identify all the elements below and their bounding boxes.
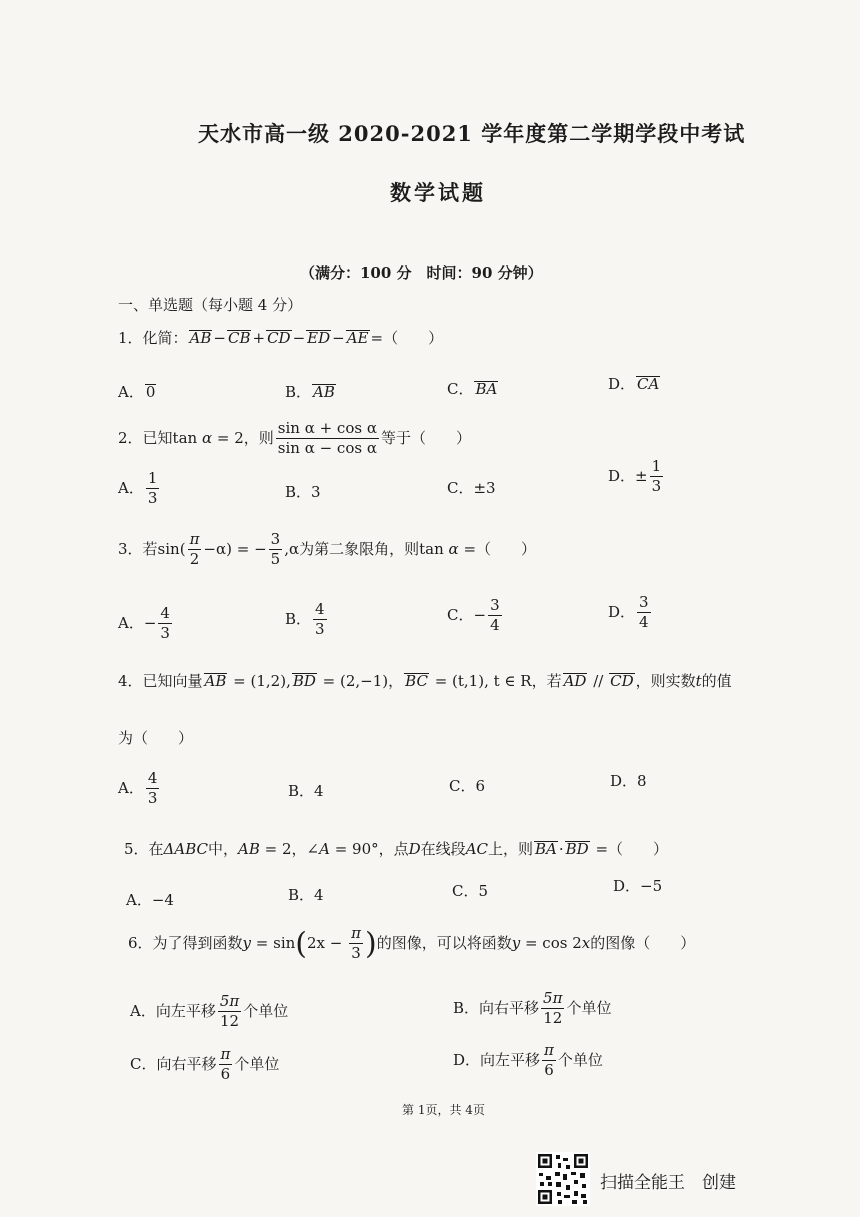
exam-subtitle: 数学试题 bbox=[390, 180, 486, 205]
q3-option-d[interactable]: D． $\frac{3}{4}$ bbox=[608, 593, 649, 632]
q6-option-c[interactable]: C．向右平移 $\frac{\pi}{6}$ 个单位 bbox=[130, 1045, 280, 1084]
q4-number: 4．已知向量 bbox=[118, 672, 203, 690]
q5-option-d[interactable]: D．−5 bbox=[613, 877, 663, 895]
q5-option-b[interactable]: B．4 bbox=[288, 886, 324, 904]
q4-option-a[interactable]: A． $\frac{4}{3}$ bbox=[118, 769, 158, 808]
q3-option-c[interactable]: C．− $\frac{3}{4}$ bbox=[447, 596, 500, 635]
q5-option-c[interactable]: C．5 bbox=[452, 882, 489, 900]
question-6: 6．为了得到函数y = sin(2x − $\frac{\pi}{3}$ )的图像，可以将函数y = cos 2x的图像（ ） bbox=[128, 924, 696, 963]
vector-cb: CB bbox=[227, 329, 251, 347]
q3-number: 3．若 bbox=[118, 539, 158, 558]
q1-option-a[interactable]: A． 0 bbox=[118, 383, 156, 401]
q2-option-b[interactable]: B．3 bbox=[285, 483, 321, 501]
q6-option-d[interactable]: D．向左平移 $\frac{\pi}{6}$ 个单位 bbox=[453, 1041, 603, 1080]
q1-option-b[interactable]: B． AB bbox=[285, 383, 335, 401]
q2-option-c[interactable]: C．±3 bbox=[447, 479, 496, 497]
exam-info: （满分：100 分 时间：90 分钟） bbox=[300, 264, 543, 282]
q1-option-c[interactable]: C． BA bbox=[447, 380, 498, 398]
q4-option-c[interactable]: C．6 bbox=[449, 777, 486, 795]
q2-option-d[interactable]: D．± $\frac{1}{3}$ bbox=[608, 457, 662, 496]
q1-option-d[interactable]: D． CA bbox=[608, 375, 660, 393]
q2-fraction: $\frac{\text{sin α + cos α}}{\text{sin α − cos α}}$ bbox=[277, 419, 377, 458]
q1-number: 1．化简： bbox=[118, 329, 188, 347]
q3-option-a[interactable]: A．− $\frac{4}{3}$ bbox=[118, 604, 170, 643]
q6-number: 6．为了得到函数 bbox=[128, 933, 243, 952]
question-5: 5．在ΔABC中，AB = 2，∠A = 90°，点D在线段AC上，则 BA · BD =（ ） bbox=[124, 840, 669, 858]
q6-option-a[interactable]: A．向左平移 $\frac{5\pi}{12}$ 个单位 bbox=[130, 992, 289, 1031]
exam-title: 天水市高一级 2020-2021 学年度第二学期学段中考试 bbox=[198, 121, 746, 146]
question-4: 4．已知向量 AB = (1,2), BD = (2,−1)， BC = (t,1), t ∈ R，若 AD // CD ，则实数t的值 bbox=[118, 672, 732, 690]
q4-option-b[interactable]: B．4 bbox=[288, 782, 324, 800]
question-1: 1．化简： AB − CB + CD − ED − AE =（ ） bbox=[118, 329, 444, 347]
q2-number: 2．已知 bbox=[118, 428, 173, 447]
vector-cd: CD bbox=[267, 329, 291, 347]
q3-option-b[interactable]: B． $\frac{4}{3}$ bbox=[285, 600, 325, 639]
page-footer: 第 1页，共 4页 bbox=[402, 1103, 485, 1117]
q5-option-a[interactable]: A．−4 bbox=[126, 891, 174, 909]
qr-code-icon bbox=[536, 1152, 590, 1206]
q5-number: 5．在 bbox=[124, 840, 164, 858]
question-3: 3．若sin( $\frac{\pi}{2}$ −α) = − $\frac{3}{5}$ ,α为第二象限角，则tan α =（ ） bbox=[118, 530, 537, 569]
question-2: 2．已知tan α = 2，则 $\frac{\text{sin α + cos α}}{\text{sin α − cos α}}$ 等于（ ） bbox=[118, 419, 471, 458]
scanner-watermark-label: 扫描全能王 创建 bbox=[600, 1173, 736, 1193]
vector-ab: AB bbox=[189, 329, 212, 347]
q2-option-a[interactable]: A． $\frac{1}{3}$ bbox=[118, 469, 158, 508]
vector-ae: AE bbox=[346, 329, 369, 347]
section-heading: 一、单选题（每小题 4 分） bbox=[118, 296, 303, 314]
q6-option-b[interactable]: B．向右平移 $\frac{5\pi}{12}$ 个单位 bbox=[453, 989, 612, 1028]
q4-option-d[interactable]: D．8 bbox=[610, 772, 647, 790]
question-4-line-2: 为（ ） bbox=[118, 729, 194, 747]
vector-ed: ED bbox=[307, 329, 331, 347]
